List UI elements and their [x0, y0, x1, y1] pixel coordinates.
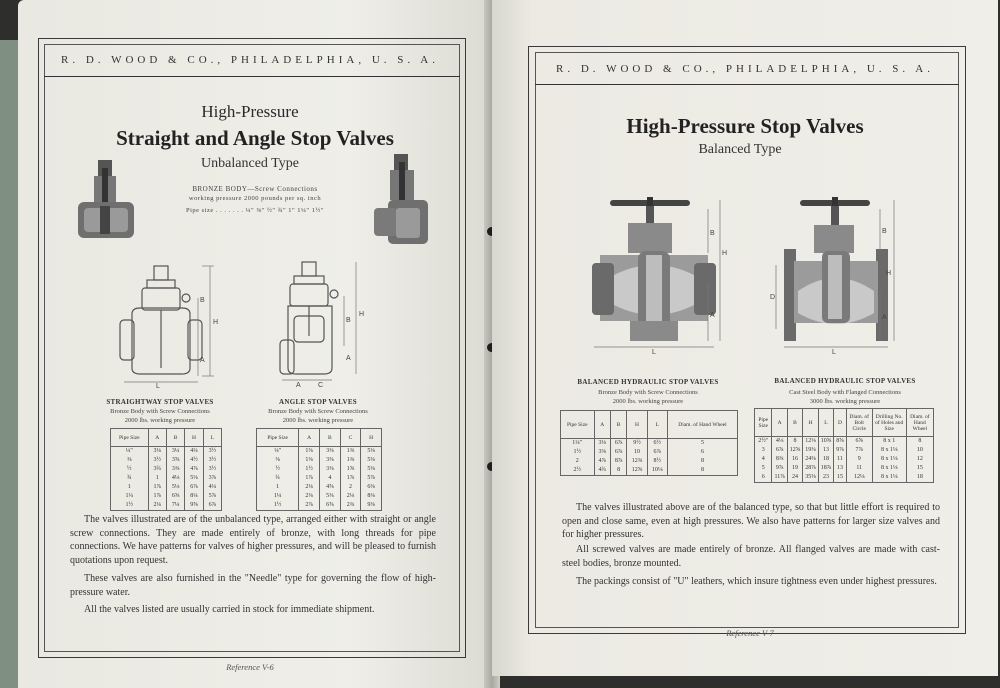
col-header: C [340, 429, 361, 447]
table-row [561, 448, 738, 457]
table-cell: 1½ [561, 448, 595, 457]
table-cell: 10 [627, 448, 647, 457]
table-cell: 8¼ [185, 492, 203, 501]
angle-caption: ANGLE STOP VALVES [279, 398, 357, 406]
table-cell: 7¼ [166, 501, 184, 511]
table-body [257, 447, 382, 511]
svg-text:A: A [346, 355, 351, 362]
table-cell: 12⅜ [627, 457, 647, 466]
angle-sub2: 2000 lbs. working pressure [282, 417, 354, 424]
table-cell: 8 x 1⅛ [872, 446, 906, 455]
left-page-title: Straight and Angle Stop Valves [116, 126, 394, 150]
table-cell: 3½ [148, 456, 166, 465]
table-cell: 4⅝ [320, 483, 341, 492]
bronze-balanced-caption: BALANCED HYDRAULIC STOP VALVES [577, 378, 719, 386]
svg-text:C: C [318, 382, 324, 388]
svg-text:H: H [359, 311, 365, 318]
table-cell: 9⅞ [772, 464, 787, 473]
straightway-sub1: Bronze Body with Screw Connections [110, 408, 210, 415]
table-cell: 6⅞ [772, 446, 787, 455]
table-cell: 6⅞ [610, 448, 626, 457]
svg-text:A: A [296, 382, 301, 388]
col-header: A [594, 411, 610, 439]
table-cell: 24 [787, 473, 803, 483]
table-cell: 9⅞ [834, 446, 847, 455]
col-header: B [787, 409, 803, 437]
table-cell: 6⅞ [610, 439, 626, 449]
table-cell: 7⅞ [846, 446, 872, 455]
table-cell: ¾ [257, 474, 299, 483]
table-cell: 3¾ [148, 465, 166, 474]
table-cell: 8 [667, 457, 737, 466]
table-cell: 18 [906, 473, 933, 483]
svg-text:L: L [832, 349, 836, 355]
table-cell: 12 [906, 455, 933, 464]
col-header: Pipe Size [561, 411, 595, 439]
table-cell: 4½ [185, 456, 203, 465]
table-cell: 5⅜ [320, 492, 341, 501]
left-pipe-sizes: Pipe size . . . . . . . ¼" ⅜" ½" ¾" 1" 1¼" 1½" [186, 207, 324, 214]
table-cell: 1⅞ [299, 474, 320, 483]
table-cell: ¾ [111, 474, 149, 483]
table-cell: 35⅜ [803, 473, 819, 483]
table-cell: 1¼" [561, 439, 595, 449]
table-cell: 4⅛ [166, 474, 184, 483]
table-cell: 28⅞ [803, 464, 819, 473]
steel-balanced-caption: BALANCED HYDRAULIC STOP VALVES [774, 377, 916, 385]
table-header-row [257, 429, 382, 447]
table-cell: 15 [834, 473, 847, 483]
table-cell: 10 [906, 446, 933, 455]
table-cell: 4⅞ [594, 457, 610, 466]
table-cell: 8⅛ [361, 492, 382, 501]
table-cell: 8 x 1⅛ [872, 464, 906, 473]
table-cell: 6 [667, 448, 737, 457]
table-cell: 1 [148, 474, 166, 483]
table-cell: 4 [320, 474, 341, 483]
col-header: Pipe Size [755, 409, 772, 437]
table-cell: 1¼ [257, 492, 299, 501]
table-cell: 2½ [561, 466, 595, 476]
table-body [111, 447, 222, 511]
table-cell: 2 [561, 457, 595, 466]
col-header: Diam. of Hand Wheel [667, 411, 737, 439]
table-cell: 13 [818, 446, 834, 455]
straightway-sub2: 2000 lbs. working pressure [124, 417, 196, 424]
col-header: H [803, 409, 819, 437]
table-cell: 5 [755, 464, 772, 473]
table-cell: 5⅞ [361, 474, 382, 483]
col-header: A [772, 409, 787, 437]
table-cell: 15 [906, 464, 933, 473]
table-row [111, 474, 222, 483]
table-cell: 23 [818, 473, 834, 483]
col-header: Pipe Size [257, 429, 299, 447]
table-row [111, 465, 222, 474]
table-row [111, 483, 222, 492]
table-cell: 1⅜ [299, 447, 320, 457]
table-cell: 5⅛ [361, 456, 382, 465]
balanced-bronze-valve-drawing [590, 195, 730, 355]
col-header: Diam. of Bolt Circle [846, 409, 872, 437]
table-row [561, 439, 738, 449]
small-straight-valve-illustration [76, 158, 136, 250]
table-cell: 1 [257, 483, 299, 492]
table-cell: 1⅞ [148, 492, 166, 501]
svg-text:B: B [882, 228, 887, 235]
table-cell: 5⅛ [361, 465, 382, 474]
table-cell: 5⅞ [203, 492, 221, 501]
table-cell: 1⅞ [148, 483, 166, 492]
table-cell: 6⅞ [647, 448, 667, 457]
table-row [257, 474, 382, 483]
col-header: D [834, 409, 847, 437]
svg-text:D: D [770, 294, 776, 301]
table-cell: 2⅛ [340, 492, 361, 501]
svg-text:B: B [346, 317, 351, 324]
left-page-header: R. D. WOOD & CO., PHILADELPHIA, U. S. A. [61, 54, 439, 66]
table-cell: 3⅛ [148, 447, 166, 457]
table-header-row [561, 411, 738, 439]
left-page-footer: Reference V-6 [226, 662, 274, 672]
table-cell: 1⅝ [340, 465, 361, 474]
table-cell: 1⅜ [340, 456, 361, 465]
small-angle-valve-illustration [372, 152, 432, 250]
table-cell: 5⅛ [361, 447, 382, 457]
right-paragraph-1: The valves illustrated above are of the balanced type, so that but little effort is required to open and close same, even at high pressures. We also have patterns for larger size valves and for higher pressures. [562, 502, 940, 540]
left-page-subtitle: Unbalanced Type [201, 156, 299, 171]
table-cell: 4¼ [185, 447, 203, 457]
table-cell: 12⅝ [627, 466, 647, 476]
table-row [257, 465, 382, 474]
table-row [755, 455, 934, 464]
col-header: Pipe Size [111, 429, 149, 447]
left-spec-line2: working pressure 2000 pounds per sq. inch [188, 195, 322, 202]
table-row [111, 447, 222, 457]
table-cell: 1 [111, 483, 149, 492]
table-cell: 8 [610, 466, 626, 476]
col-header: Drilling No. of Holes and Size [872, 409, 906, 437]
table-cell: 12⅛ [803, 437, 819, 447]
col-header: H [627, 411, 647, 439]
table-cell: 4¾ [594, 466, 610, 476]
table-cell: ½ [257, 465, 299, 474]
table-cell: 8 x 1 [872, 437, 906, 447]
col-header: A [299, 429, 320, 447]
table-cell: 6⅞ [185, 483, 203, 492]
table-cell: 12⅝ [787, 446, 803, 455]
right-page-footer: Reference V-7 [726, 628, 774, 638]
table-body [755, 437, 934, 483]
table-cell: 8 x 1⅛ [872, 455, 906, 464]
table-cell: 8⅞ [610, 457, 626, 466]
svg-text:A: A [882, 314, 887, 321]
table-row [755, 437, 934, 447]
table-cell: 6½ [647, 439, 667, 449]
table-cell: 2 [340, 483, 361, 492]
col-header: B [320, 429, 341, 447]
left-title-small: High-Pressure [201, 102, 299, 121]
table-row [257, 483, 382, 492]
col-header: A [148, 429, 166, 447]
right-header-rule [535, 84, 959, 85]
col-header: L [818, 409, 834, 437]
table-cell: 8 x 1⅛ [872, 473, 906, 483]
table-cell: 16 [787, 455, 803, 464]
left-spec-line1: BRONZE BODY—Screw Connections [192, 185, 318, 193]
table-row [257, 501, 382, 511]
table-cell: ¼" [111, 447, 149, 457]
table-cell: 11 [834, 455, 847, 464]
table-row [755, 446, 934, 455]
table-cell: 13 [834, 464, 847, 473]
table-cell: 9⅜ [361, 501, 382, 511]
table-cell: 5⅛ [166, 483, 184, 492]
col-header: L [203, 429, 221, 447]
svg-text:A: A [710, 312, 715, 319]
table-cell: 11 [846, 464, 872, 473]
straightway-spec-table [110, 428, 222, 511]
table-row [111, 501, 222, 511]
table-cell: 2⅞ [299, 501, 320, 511]
steel-balanced-spec-table [754, 408, 934, 483]
right-page-title: High-Pressure Stop Valves [626, 114, 864, 138]
svg-text:B: B [710, 230, 715, 237]
table-cell: 1½ [299, 465, 320, 474]
table-cell: 5 [667, 439, 737, 449]
svg-text:H: H [886, 270, 892, 277]
table-cell: 6⅝ [320, 501, 341, 511]
left-paragraph-1: The valves illustrated are of the unbalanced type, arranged either with straight or angle screw connections. They are made entirely of bronze, with long threads for pipe connections. We have patterns for valves of higher pressures, and will be pleased to furnish quotations upon request. [70, 514, 436, 566]
table-row [257, 492, 382, 501]
steel-balanced-sub1: Cast Steel Body with Flanged Connections [789, 389, 901, 396]
bronze-balanced-sub1: Bronze Body with Screw Connections [598, 389, 698, 396]
table-cell: 6⅝ [846, 437, 872, 447]
table-row [257, 456, 382, 465]
table-cell: 4⅞ [185, 465, 203, 474]
table-cell: 6⅜ [361, 483, 382, 492]
table-cell: 3½ [203, 456, 221, 465]
col-header: L [647, 411, 667, 439]
table-cell: 3⅜ [166, 465, 184, 474]
table-cell: 3½ [203, 465, 221, 474]
table-cell: 3⅛ [594, 439, 610, 449]
table-row [257, 447, 382, 457]
table-cell: 5⅛ [185, 474, 203, 483]
table-cell: 2⅜ [340, 501, 361, 511]
table-cell: 2⅛ [299, 483, 320, 492]
table-row [111, 456, 222, 465]
table-cell: 18⅞ [818, 464, 834, 473]
svg-text:L: L [156, 383, 160, 388]
table-cell: 9½ [627, 439, 647, 449]
table-cell: 8 [667, 466, 737, 476]
angle-spec-table [256, 428, 382, 511]
table-cell: ⅜ [111, 456, 149, 465]
col-header: B [166, 429, 184, 447]
table-row [755, 464, 934, 473]
table-cell: 1¼ [111, 492, 149, 501]
table-cell: 6⅝ [166, 492, 184, 501]
table-cell: 3⅜ [320, 447, 341, 457]
angle-sub1: Bronze Body with Screw Connections [268, 408, 368, 415]
table-cell: 12⅛ [846, 473, 872, 483]
table-cell: 4⅛ [772, 437, 787, 447]
steel-balanced-sub2: 3000 lbs. working pressure [809, 398, 881, 405]
svg-text:A: A [200, 357, 205, 364]
table-cell: 24⅜ [803, 455, 819, 464]
svg-text:L: L [652, 349, 656, 355]
table-cell: 4 [755, 455, 772, 464]
bronze-balanced-spec-table [560, 410, 738, 476]
table-cell: 11⅞ [772, 473, 787, 483]
table-cell: 1½ [111, 501, 149, 511]
table-cell: 8⅝ [834, 437, 847, 447]
right-page-subtitle: Balanced Type [698, 142, 782, 157]
right-paragraph-2: All screwed valves are made entirely of bronze. All flanged valves are made with cast-steel bodies, bronze mounted. [562, 544, 940, 569]
right-page-header: R. D. WOOD & CO., PHILADELPHIA, U. S. A. [556, 63, 934, 75]
table-cell: 9⅝ [185, 501, 203, 511]
svg-text:H: H [213, 319, 219, 326]
table-cell: 6⅞ [203, 501, 221, 511]
svg-text:H: H [722, 250, 728, 257]
angle-valve-drawing [276, 256, 376, 388]
straightway-caption: STRAIGHTWAY STOP VALVES [106, 398, 214, 406]
table-cell: 6 [755, 473, 772, 483]
table-cell: 1⅜ [299, 456, 320, 465]
table-body [561, 439, 738, 476]
left-header-rule [44, 76, 460, 77]
table-cell: 8 [906, 437, 933, 447]
table-row [755, 473, 934, 483]
table-cell: 3½ [203, 447, 221, 457]
table-cell: ⅜ [257, 456, 299, 465]
col-header: Diam. of Hand Wheel [906, 409, 933, 437]
svg-text:B: B [200, 297, 205, 304]
table-cell: 8 [787, 437, 803, 447]
col-header: H [185, 429, 203, 447]
table-cell: 1⅜ [340, 447, 361, 457]
balanced-steel-valve-drawing [768, 195, 898, 355]
table-row [561, 466, 738, 476]
table-row [561, 457, 738, 466]
table-cell: ¼" [257, 447, 299, 457]
table-cell: 3⅜ [320, 465, 341, 474]
table-cell: 3⅝ [166, 456, 184, 465]
table-row [111, 492, 222, 501]
table-header-row [111, 429, 222, 447]
table-cell: 3⅜ [594, 448, 610, 457]
left-paragraph-2: These valves are also furnished in the "Needle" type for governing the flow of high-pressure water. [70, 573, 436, 598]
table-header-row [755, 409, 934, 437]
table-cell: 1½ [257, 501, 299, 511]
table-cell: 19⅜ [803, 446, 819, 455]
table-cell: 2½" [755, 437, 772, 447]
table-cell: 3¼ [166, 447, 184, 457]
table-cell: 3⅞ [203, 474, 221, 483]
table-cell: ½ [111, 465, 149, 474]
table-cell: 8⅜ [772, 455, 787, 464]
table-cell: 1⅞ [340, 474, 361, 483]
table-cell: 18 [818, 455, 834, 464]
right-paragraph-3: The packings consist of "U" leathers, which insure tightness even under highest pressures. [576, 576, 937, 587]
table-cell: 4¼ [203, 483, 221, 492]
left-paragraph-3: All the valves listed are usually carried in stock for immediate shipment. [84, 604, 375, 615]
table-cell: 19 [787, 464, 803, 473]
col-header: B [610, 411, 626, 439]
straightway-valve-drawing [114, 258, 224, 388]
table-cell: 3 [755, 446, 772, 455]
table-cell: 9 [846, 455, 872, 464]
table-cell: 2⅛ [299, 492, 320, 501]
bronze-balanced-sub2: 2000 lbs. working pressure [612, 398, 684, 405]
table-cell: 3⅜ [320, 456, 341, 465]
table-cell: 10⅛ [647, 466, 667, 476]
table-cell: 8½ [647, 457, 667, 466]
table-cell: 10⅝ [818, 437, 834, 447]
table-cell: 2⅛ [148, 501, 166, 511]
col-header: H [361, 429, 382, 447]
